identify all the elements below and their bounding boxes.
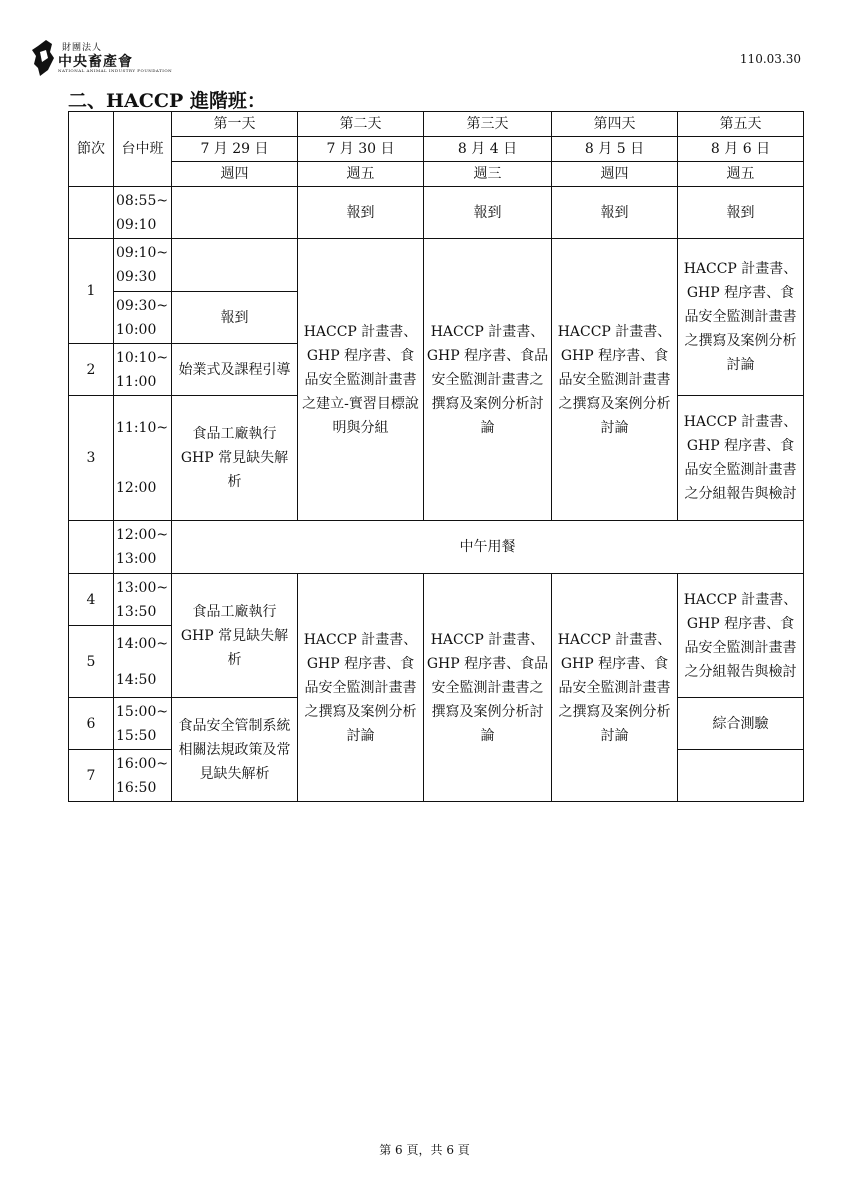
day-2-date: 7 月 30 日 — [298, 137, 424, 162]
time-slot: 10:10~ 11:00 — [114, 344, 172, 396]
day-4-plan-writing-am: HACCP 計畫書、GHP 程序書、食品安全監測計畫書之撰寫及案例分析討論 — [552, 239, 678, 521]
day-2-plan-setup: HACCP 計畫書、GHP 程序書、食品安全監測計畫書之建立-實習目標說明與分組 — [298, 239, 424, 521]
time-slot: 09:30~ 10:00 — [114, 292, 172, 344]
org-logo — [28, 38, 173, 80]
day-5-weekday: 週五 — [678, 162, 804, 187]
day-1-date: 7 月 29 日 — [172, 137, 298, 162]
document-date: 110.03.30 — [739, 52, 801, 66]
table-row — [69, 574, 804, 626]
day-4-date: 8 月 5 日 — [552, 137, 678, 162]
session-number: 1 — [69, 239, 114, 344]
day-3-checkin: 報到 — [424, 187, 552, 239]
course-schedule-table — [68, 111, 804, 802]
org-type: 財團法人 — [62, 43, 103, 53]
session-empty — [69, 521, 114, 574]
session-number: 6 — [69, 698, 114, 750]
session-number: 3 — [69, 396, 114, 521]
org-name: 中央畜產會 — [58, 54, 133, 70]
session-number: 7 — [69, 750, 114, 802]
day-1-empty — [172, 239, 298, 292]
day-1-regulations: 食品安全管制系統相關法規政策及常見缺失解析 — [172, 698, 298, 802]
day-1-ghp-defects-pm: 食品工廠執行 GHP 常見缺失解析 — [172, 574, 298, 698]
page-number: 第 6 頁，共 6 頁 — [379, 1143, 470, 1157]
day-3-plan-writing-am: HACCP 計畫書、GHP 程序書、食品安全監測計畫書之撰寫及案例分析討論 — [424, 239, 552, 521]
day-5-label: 第五天 — [678, 112, 804, 137]
day-2-label: 第二天 — [298, 112, 424, 137]
day-1-opening: 始業式及課程引導 — [172, 344, 298, 396]
time-slot: 11:10~ 12:00 — [114, 396, 172, 521]
day-1-weekday: 週四 — [172, 162, 298, 187]
table-row — [69, 521, 804, 574]
day-5-date: 8 月 6 日 — [678, 137, 804, 162]
time-slot: 13:00~ 13:50 — [114, 574, 172, 626]
time-slot: 08:55~ 09:10 — [114, 187, 172, 239]
org-english-name: NATIONAL ANIMAL INDUSTRY FOUNDATION — [58, 68, 173, 73]
time-slot: 12:00~ 13:00 — [114, 521, 172, 574]
day-5-group-report-am: HACCP 計畫書、GHP 程序書、食品安全監測計畫書之分組報告與檢討 — [678, 396, 804, 521]
time-slot: 09:10~ 09:30 — [114, 239, 172, 292]
day-5-final-test: 綜合測驗 — [678, 698, 804, 750]
section-title: 二、HACCP 進階班： — [68, 90, 266, 112]
session-empty — [69, 187, 114, 239]
table-row — [69, 239, 804, 292]
day-4-label: 第四天 — [552, 112, 678, 137]
table-date-row — [69, 137, 804, 162]
day-1-checkin: 報到 — [172, 292, 298, 344]
table-row — [69, 187, 804, 239]
day-5-empty — [678, 750, 804, 802]
taiwan-emblem-icon — [28, 38, 58, 78]
day-1-empty — [172, 187, 298, 239]
day-1-label: 第一天 — [172, 112, 298, 137]
day-3-plan-writing-pm: HACCP 計畫書、GHP 程序書、食品安全監測計畫書之撰寫及案例分析討論 — [424, 574, 552, 802]
session-number: 2 — [69, 344, 114, 396]
session-number: 4 — [69, 574, 114, 626]
day-1-ghp-defects-am: 食品工廠執行 GHP 常見缺失解析 — [172, 396, 298, 521]
session-number: 5 — [69, 626, 114, 698]
time-slot: 15:00~ 15:50 — [114, 698, 172, 750]
day-4-weekday: 週四 — [552, 162, 678, 187]
header-session: 節次 — [69, 112, 114, 187]
table-weekday-row — [69, 162, 804, 187]
day-5-checkin: 報到 — [678, 187, 804, 239]
header-class: 台中班 — [114, 112, 172, 187]
day-3-label: 第三天 — [424, 112, 552, 137]
lunch-break: 中午用餐 — [172, 521, 804, 574]
day-3-weekday: 週三 — [424, 162, 552, 187]
day-5-group-report-pm: HACCP 計畫書、GHP 程序書、食品安全監測計畫書之分組報告與檢討 — [678, 574, 804, 698]
day-4-plan-writing-pm: HACCP 計畫書、GHP 程序書、食品安全監測計畫書之撰寫及案例分析討論 — [552, 574, 678, 802]
day-2-checkin: 報到 — [298, 187, 424, 239]
time-slot: 16:00~ 16:50 — [114, 750, 172, 802]
table-header-row — [69, 112, 804, 137]
day-3-date: 8 月 4 日 — [424, 137, 552, 162]
day-4-checkin: 報到 — [552, 187, 678, 239]
day-5-plan-writing-am: HACCP 計畫書、GHP 程序書、食品安全監測計畫書之撰寫及案例分析討論 — [678, 239, 804, 396]
time-slot: 14:00~ 14:50 — [114, 626, 172, 698]
day-2-weekday: 週五 — [298, 162, 424, 187]
day-2-plan-writing-pm: HACCP 計畫書、GHP 程序書、食品安全監測計畫書之撰寫及案例分析討論 — [298, 574, 424, 802]
